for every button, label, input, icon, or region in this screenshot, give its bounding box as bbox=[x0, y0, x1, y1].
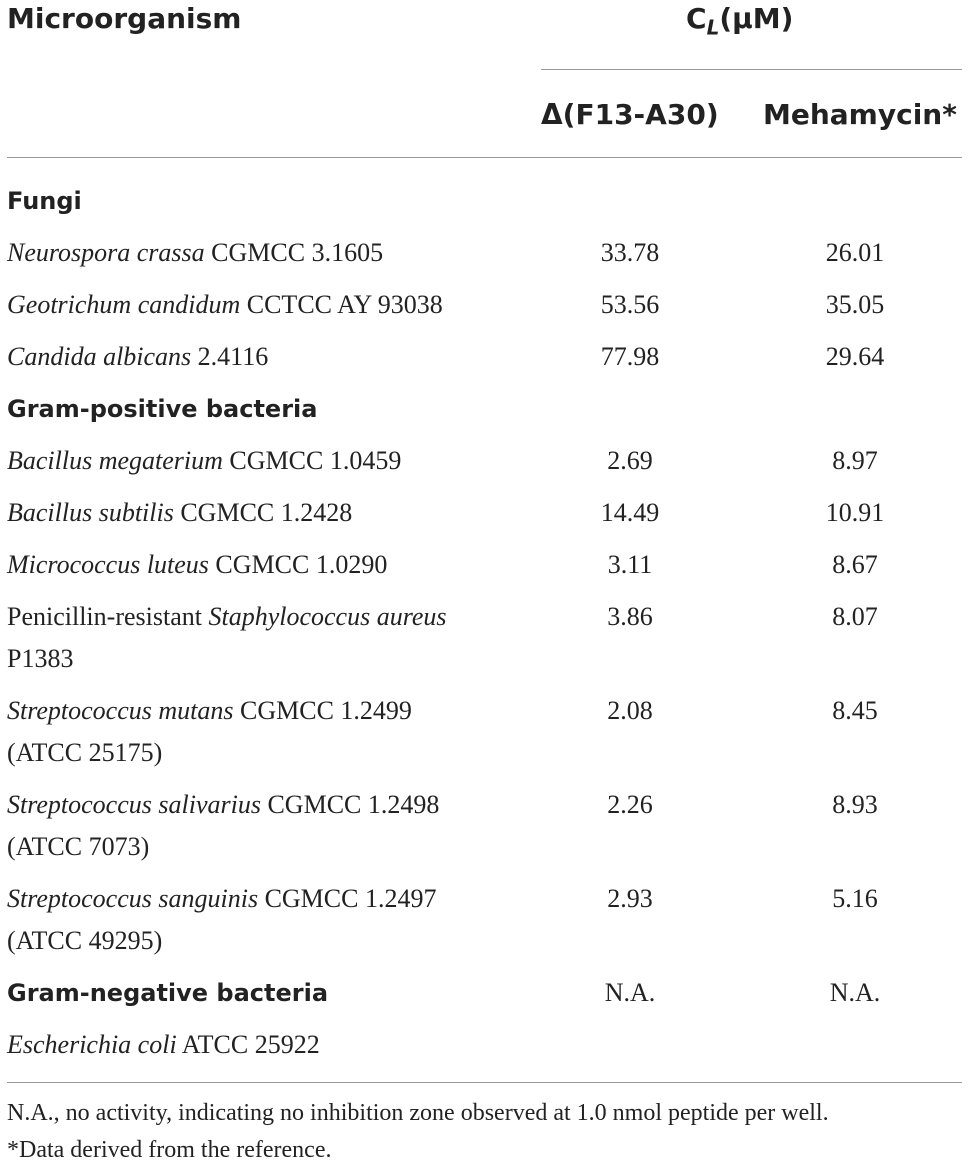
value-f13-a30: 2.26 bbox=[607, 790, 653, 819]
value-mehamycin: 8.97 bbox=[832, 446, 878, 475]
cl-unit: (μM) bbox=[719, 2, 794, 35]
section-label bbox=[7, 388, 527, 430]
organism-line1 bbox=[7, 550, 387, 579]
organism-name bbox=[7, 690, 527, 774]
organism-strain: CGMCC 1.2499 bbox=[233, 696, 412, 725]
organism-name bbox=[7, 284, 527, 326]
organism-line1 bbox=[7, 602, 447, 631]
organism-line2: (ATCC 25175) bbox=[7, 738, 163, 767]
section-label bbox=[7, 972, 527, 1014]
organism-line2: (ATCC 7073) bbox=[7, 832, 150, 861]
organism-strain: CCTCC AY 93038 bbox=[240, 290, 443, 319]
organism-name bbox=[7, 1024, 527, 1066]
organism-line1 bbox=[7, 238, 383, 267]
value-mehamycin: 35.05 bbox=[825, 290, 885, 319]
value-mehamycin: 29.64 bbox=[825, 342, 885, 371]
organism-strain: CGMCC 3.1605 bbox=[204, 238, 384, 267]
section-label bbox=[7, 180, 527, 222]
value-mehamycin: 10.91 bbox=[825, 498, 885, 527]
footer-rule bbox=[7, 1082, 962, 1083]
value-f13-a30: 14.49 bbox=[600, 498, 660, 527]
value-mehamycin: 8.07 bbox=[832, 602, 878, 631]
column-header-microorganism: Microorganism bbox=[7, 2, 242, 35]
organism-strain: CGMCC 1.0290 bbox=[208, 550, 388, 579]
column-header-f13-a30: Δ(F13-A30) bbox=[541, 98, 719, 131]
organism-species: Candida albicans bbox=[7, 342, 192, 371]
organism-name bbox=[7, 336, 527, 378]
value-f13-a30: 2.69 bbox=[607, 446, 653, 475]
value-f13-a30: 3.86 bbox=[607, 602, 653, 631]
organism-line1 bbox=[7, 342, 268, 371]
section-title: Gram-positive bacteria bbox=[7, 395, 318, 423]
value-mehamycin: 5.16 bbox=[832, 884, 878, 913]
section-title: Gram-negative bacteria bbox=[7, 979, 329, 1007]
organism-line2: (ATCC 49295) bbox=[7, 926, 163, 955]
organism-line1 bbox=[7, 1030, 320, 1059]
organism-strain: CGMCC 1.2498 bbox=[260, 790, 440, 819]
organism-line1 bbox=[7, 696, 412, 725]
value-f13-a30: N.A. bbox=[604, 978, 656, 1007]
value-mehamycin: N.A. bbox=[829, 978, 881, 1007]
value-f13-a30: 77.98 bbox=[600, 342, 660, 371]
value-f13-a30: 2.08 bbox=[607, 696, 653, 725]
organism-strain: CGMCC 1.2497 bbox=[258, 884, 437, 913]
organism-name bbox=[7, 596, 527, 680]
value-mehamycin: 8.93 bbox=[832, 790, 878, 819]
header-subrule bbox=[541, 69, 962, 70]
header-rule bbox=[7, 157, 962, 158]
value-mehamycin: 8.67 bbox=[832, 550, 878, 579]
organism-name bbox=[7, 544, 527, 586]
footnote-na: N.A., no activity, indicating no inhibition zone observed at 1.0 nmol peptide per well. bbox=[7, 1100, 829, 1126]
organism-strain: CGMCC 1.0459 bbox=[222, 446, 402, 475]
organism-strain: CGMCC 1.2428 bbox=[173, 498, 353, 527]
organism-line2: P1383 bbox=[7, 644, 74, 673]
organism-species: Staphylococcus aureus bbox=[208, 602, 447, 631]
organism-strain: ATCC 25922 bbox=[176, 1030, 320, 1059]
value-f13-a30: 53.56 bbox=[600, 290, 660, 319]
column-header-mehamycin: Mehamycin* bbox=[763, 98, 957, 131]
organism-prefix: Penicillin-resistant bbox=[7, 602, 209, 631]
organism-species: Streptococcus salivarius bbox=[7, 790, 261, 819]
value-f13-a30: 3.11 bbox=[607, 550, 653, 579]
organism-name bbox=[7, 492, 527, 534]
organism-name bbox=[7, 784, 527, 868]
column-header-cl bbox=[686, 2, 793, 40]
organism-species: Bacillus megaterium bbox=[7, 446, 223, 475]
organism-line1 bbox=[7, 884, 436, 913]
value-f13-a30: 33.78 bbox=[600, 238, 660, 267]
footnote-reference: *Data derived from the reference. bbox=[7, 1137, 332, 1163]
cl-symbol: C bbox=[686, 2, 707, 35]
organism-line1 bbox=[7, 446, 401, 475]
organism-species: Micrococcus luteus bbox=[7, 550, 209, 579]
cl-subscript: L bbox=[706, 15, 720, 40]
organism-line1 bbox=[7, 290, 443, 319]
organism-name bbox=[7, 440, 527, 482]
value-mehamycin: 26.01 bbox=[825, 238, 885, 267]
organism-species: Streptococcus mutans bbox=[7, 696, 234, 725]
organism-line1 bbox=[7, 790, 439, 819]
value-f13-a30: 2.93 bbox=[607, 884, 653, 913]
organism-species: Geotrichum candidum bbox=[7, 290, 241, 319]
organism-species: Bacillus subtilis bbox=[7, 498, 174, 527]
organism-species: Neurospora crassa bbox=[7, 238, 205, 267]
organism-species: Streptococcus sanguinis bbox=[7, 884, 259, 913]
value-mehamycin: 8.45 bbox=[832, 696, 878, 725]
organism-species: Escherichia coli bbox=[7, 1030, 177, 1059]
organism-line1 bbox=[7, 498, 352, 527]
organism-name bbox=[7, 232, 527, 274]
organism-strain: 2.4116 bbox=[191, 342, 269, 371]
organism-name bbox=[7, 878, 527, 962]
section-title: Fungi bbox=[7, 187, 82, 215]
